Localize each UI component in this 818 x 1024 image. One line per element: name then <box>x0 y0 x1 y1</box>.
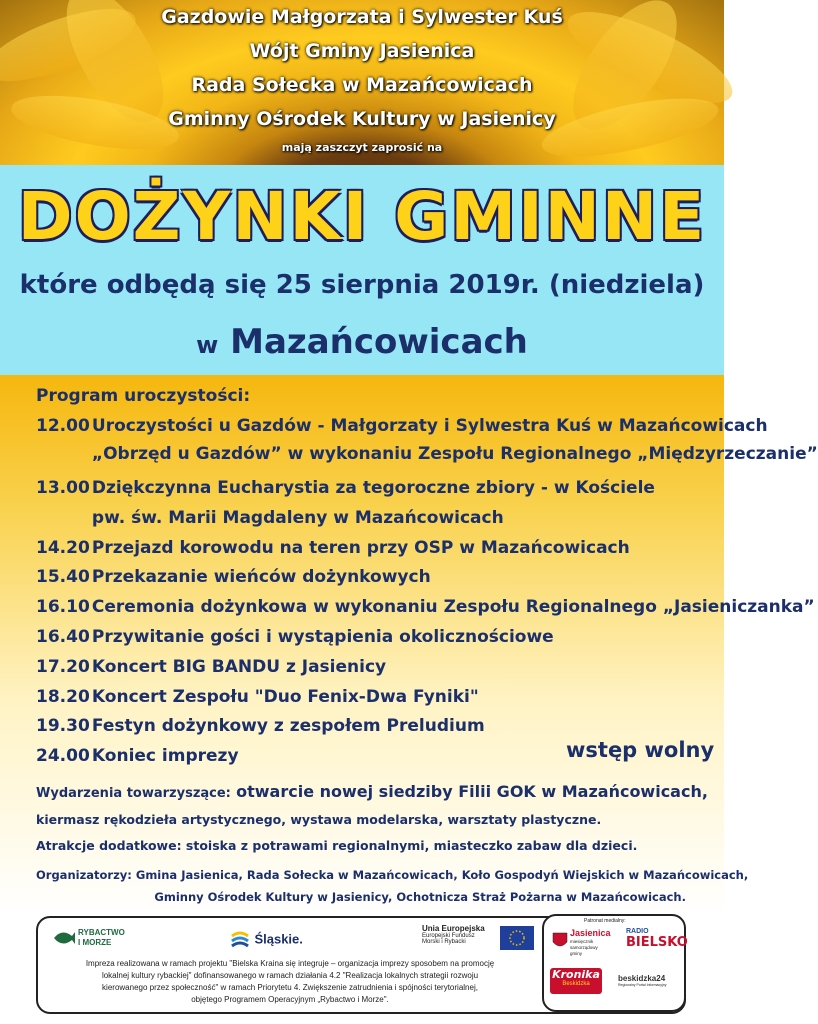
program-item <box>36 444 818 464</box>
program-heading: Program uroczystości: <box>36 386 251 406</box>
beskidzka24-sub: Regionalny Portal Informacyjny <box>618 983 667 987</box>
events-line-2: kiermasz rękodzieła artystycznego, wystawa modelarska, warsztaty plastyczne. <box>36 812 602 827</box>
program-item <box>36 478 655 498</box>
funding-text-3: kierowanego przez społeczność" w ramach Priorytetu 4. Zwiększenie zatrudnienia i spójności terytorialnej, <box>102 983 478 992</box>
program-text: Dziękczynna Eucharystia za tegoroczne zbiory - w Kościele <box>91 478 655 498</box>
program-item <box>36 567 431 587</box>
host-line-gazdowie: Gazdowie Małgorzata i Sylwester Kuś <box>161 6 563 28</box>
free-entry-note: wstęp wolny <box>566 738 715 762</box>
eu-sub-2: Morski i Rybacki <box>422 939 466 945</box>
rybactwo-text-1: RYBACTWO <box>78 928 125 937</box>
program-text: pw. św. Marii Magdaleny w Mazańcowicach <box>91 508 504 528</box>
beskidzka24-text: beskidzka24 <box>618 974 666 983</box>
program-time: 24.00 <box>36 746 90 766</box>
invite-line: mają zaszczyt zaprosić na <box>281 141 443 154</box>
program-time: 14.20 <box>36 538 90 558</box>
program-text: Uroczystości u Gazdów - Małgorzaty i Sylwestra Kuś w Mazańcowicach <box>91 416 768 436</box>
program-item <box>36 508 504 528</box>
funding-text-2: lokalnej kultury rybackiej" dofinansowanego w ramach działania 4.2 "Realizacja lokalnych strategii rozwoju <box>101 971 479 980</box>
program-item <box>36 716 485 736</box>
rybactwo-logo <box>52 924 132 954</box>
program-text: Koncert BIG BANDU z Jasienicy <box>91 657 387 677</box>
program-item <box>36 416 768 436</box>
program-text: Przywitanie gości i wystąpienia okolicznościowe <box>91 627 554 647</box>
kronika-logo <box>550 968 602 994</box>
jasienica-sub: miesięcznik samorządowy gminy <box>570 939 598 956</box>
program-text: Ceremonia dożynkowa w wykonaniu Zespołu Regionalnego „Jasieniczanka” <box>91 597 815 617</box>
program-item <box>36 627 554 647</box>
program-time: 18.20 <box>36 687 90 707</box>
media-heading: Patronat medialny: <box>584 918 626 924</box>
program-text: Przekazanie wieńców dożynkowych <box>91 567 431 587</box>
radio-text: RADIO <box>626 928 649 935</box>
place-prefix: w <box>196 331 219 359</box>
kronika-sub: Beskidzka <box>562 981 590 987</box>
host-line-gok: Gminny Ośrodek Kultury w Jasienicy <box>168 108 556 130</box>
place-name: Mazańcowicach <box>230 322 528 362</box>
program-time: 16.40 <box>36 627 90 647</box>
funding-text-1: Impreza realizowana w ramach projektu "Bielska Kraina się integruje – organizacja imprezy sposobem na promocję <box>85 959 495 968</box>
events-highlight: otwarcie nowej siedziby Filii GOK w Mazańcowicach, <box>236 782 708 801</box>
program-text: Przejazd korowodu na teren przy OSP w Mazańcowicach <box>91 538 630 558</box>
slaskie-wave-icon <box>230 930 250 948</box>
slaskie-logo <box>230 930 303 948</box>
host-line-rada: Rada Sołecka w Mazańcowicach <box>191 74 533 96</box>
radio-bielsko-logo <box>626 928 688 950</box>
event-title: DOŻYNKI GMINNE <box>17 178 707 255</box>
attractions-line: Atrakcje dodatkowe: stoiska z potrawami regionalnymi, miasteczko zabaw dla dzieci. <box>36 838 638 853</box>
program-time: 19.30 <box>36 716 90 736</box>
coat-of-arms-icon <box>552 932 568 950</box>
program-time: 13.00 <box>36 478 90 498</box>
program-time: 17.20 <box>36 657 90 677</box>
organizers-line-2: Gminny Ośrodek Kultury w Jasienicy, Ochotnicza Straż Pożarna w Mazańcowicach. <box>154 890 686 904</box>
program-text: Festyn dożynkowy z zespołem Preludium <box>91 716 485 736</box>
events-label: Wydarzenia towarzyszące: <box>36 786 231 801</box>
program-time: 16.10 <box>36 597 90 617</box>
program-time: 12.00 <box>36 416 90 436</box>
funding-text-4: objętego Programem Operacyjnym „Rybactwo i Morze". <box>191 995 389 1004</box>
jasienica-text: Jasienica <box>570 928 611 938</box>
funding-text <box>46 958 534 1006</box>
program-text: Koncert Zespołu "Duo Fenix-Dwa Fyniki" <box>91 687 479 707</box>
events-line <box>36 782 708 801</box>
rybactwo-text-2: I MORZE <box>78 938 112 947</box>
eu-title: Unia Europejska <box>422 924 485 933</box>
program-item <box>36 657 386 677</box>
event-date: które odbędą się 25 sierpnia 2019r. (niedziela) <box>19 270 705 300</box>
eu-flag-icon <box>500 926 534 950</box>
kronika-text: Kronika <box>552 968 600 981</box>
program-item <box>36 687 479 707</box>
program-text: „Obrzęd u Gazdów” w wykonaniu Zespołu Regionalnego „Międzyrzeczanie” <box>91 444 818 464</box>
slaskie-text: Śląskie. <box>254 931 303 947</box>
eu-logo <box>422 924 532 945</box>
program-text: Koniec imprezy <box>91 746 239 766</box>
media-patrons-box <box>542 914 686 1012</box>
beskidzka24-logo <box>618 974 666 987</box>
host-line-wojt: Wójt Gminy Jasienica <box>249 40 475 62</box>
program-item <box>36 597 815 617</box>
eu-sub-1: Europejski Fundusz <box>422 933 475 939</box>
program-item <box>36 746 239 766</box>
program-time: 15.40 <box>36 567 90 587</box>
bielsko-text: BIELSKO <box>626 935 688 950</box>
organizers-line-1: Organizatorzy: Gmina Jasienica, Rada Sołecka w Mazańcowicach, Koło Gospodyń Wiejskich w Mazańcowicach, <box>36 868 749 882</box>
event-place <box>0 322 724 362</box>
program-item <box>36 538 630 558</box>
fish-icon <box>52 928 76 948</box>
